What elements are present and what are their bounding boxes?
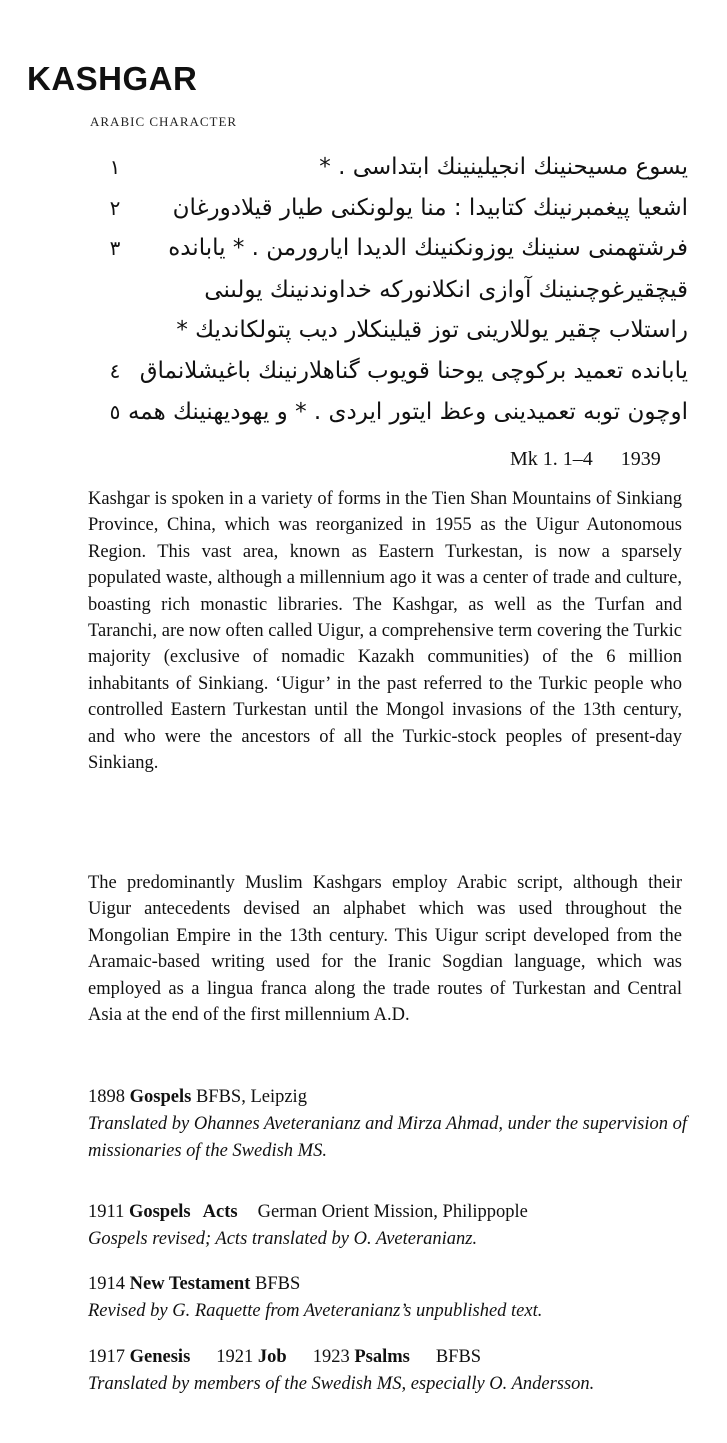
edition-1914 <box>88 1271 688 1325</box>
edition-work: Psalms <box>354 1347 410 1367</box>
edition-note: Gospels revised; Acts translated by O. Aveteranianz. <box>88 1229 478 1249</box>
edition-1898 <box>88 1084 688 1165</box>
edition-publisher: BFBS <box>255 1274 301 1294</box>
specimen-line-2: اشعيا پيغمبرنينك كتابيدا : منا يولونكنى طيار قيلادورغان <box>172 195 688 221</box>
edition-heading <box>88 1199 688 1226</box>
edition-work: Gospels <box>129 1087 192 1107</box>
edition-year: 1898 <box>88 1087 125 1107</box>
edition-work: Genesis <box>129 1347 191 1367</box>
edition-work: Job <box>257 1347 287 1367</box>
specimen-line-3: فرشتهمنى سنينك يوزونكنينك الديدا ايارورمن . * يابانده <box>168 235 688 261</box>
verse-number-5: ٥ <box>109 400 121 424</box>
edition-note: Translated by members of the Swedish MS, especially O. Andersson. <box>88 1374 595 1394</box>
edition-publisher: BFBS, Leipzig <box>195 1087 307 1107</box>
reference-year: 1939 <box>620 448 661 470</box>
edition-heading <box>88 1344 688 1371</box>
reference-passage: Mk 1. 1–4 <box>510 448 593 470</box>
edition-1917 <box>88 1344 688 1398</box>
edition-work: Acts <box>202 1202 238 1222</box>
edition-work: Gospels <box>128 1202 191 1222</box>
description-paragraph-1: Kashgar is spoken in a variety of forms in the Tien Shan Mountains of Sinkiang Province, China, which was reorganized in 1955 as the Uigur Autonomous Region. This vast area, known as Eastern Turkestan, is now a sparsely populated waste, although a millennium ago it was a center of trade and culture, boasting rich monastic libraries. The Kashgar, as well as the Turfan and Taranchi, are now often called Uigur, a comprehensive term covering the Turkic majority (exclusive of nomadic Kazakh communities) of the 6 million inhabitants of Sinkiang. ‘Uigur’ in the past referred to the Turkic people who controlled Eastern Turkestan until the Mongol invasions of the 13th century, and who were the ancestors of all the Turkic-stock peoples of present-day Sinkiang. <box>88 489 682 774</box>
specimen-reference <box>510 448 661 471</box>
specimen-line-6: يابانده تعميد بركوچى يوحنا قويوب گناهلارنينك باغيشلانماق <box>139 358 688 384</box>
specimen-line-7: اوچون توبه تعميدينى وعظ ايتور ايردى . * و يهوديهنينك همه <box>127 399 688 425</box>
edition-year: 1911 <box>88 1202 125 1222</box>
specimen-line-5: راستلاب چقير يوللارينى توز قيلينكلار ديب پتولكانديك * <box>176 317 688 343</box>
edition-1911 <box>88 1199 688 1253</box>
edition-publisher: BFBS <box>435 1347 482 1367</box>
edition-publisher: German Orient Mission, Philippople <box>257 1202 528 1222</box>
verse-number-4: ٤ <box>109 359 121 383</box>
edition-heading <box>88 1084 688 1111</box>
edition-year: 1917 <box>88 1347 125 1367</box>
script-subtitle: ARABIC CHARACTER <box>90 114 238 129</box>
specimen-line-1: يسوع مسيحنينك انجيلينينك ابتداسى . * <box>319 154 688 180</box>
verse-number-2: ٢ <box>109 196 121 220</box>
edition-year: 1914 <box>88 1274 125 1294</box>
edition-work: New Testament <box>129 1274 251 1294</box>
edition-note: Translated by Ohannes Aveteranianz and Mirza Ahmad, under the supervision of missionaries of the Swedish MS. <box>88 1114 688 1161</box>
page-title: KASHGAR <box>27 60 198 97</box>
specimen-line-4: قيچقيرغوچىنينك آوازى انكلانوركه خداوندنينك يولىنى <box>204 277 688 303</box>
verse-number-1: ١ <box>109 155 121 179</box>
edition-year: 1923 <box>312 1347 350 1367</box>
edition-year: 1921 <box>216 1347 254 1367</box>
edition-heading <box>88 1271 688 1298</box>
edition-note: Revised by G. Raquette from Aveteranianz’s unpublished text. <box>88 1301 543 1321</box>
verse-number-3: ٣ <box>109 236 121 260</box>
description-paragraph-2: The predominantly Muslim Kashgars employ Arabic script, although their Uigur antecedents devised an alphabet which was used throughout the Mongolian Empire in the 13th century. This Uigur script developed from the Aramaic-based writing used for the Iranic Sogdian language, which was employed as a lingua franca along the trade routes of Turkestan and Central Asia at the end of the first millennium A.D. <box>88 873 682 1026</box>
